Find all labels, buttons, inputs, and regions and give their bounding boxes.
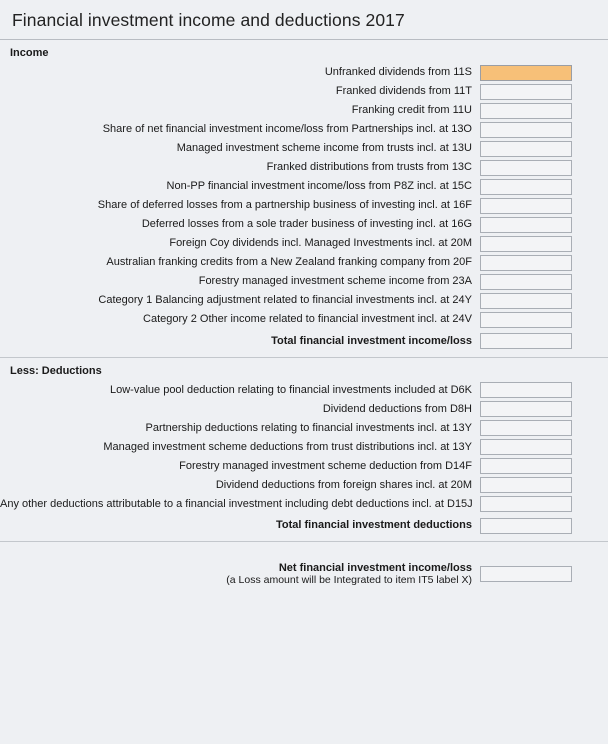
form-row [0, 215, 608, 234]
net-sublabel: (a Loss amount will be Integrated to item IT5 label X) [226, 573, 472, 586]
field-label: Franking credit from 11U [351, 104, 472, 116]
form-row [0, 253, 608, 272]
form-row [0, 120, 608, 139]
partnership-share-13o-input[interactable] [480, 122, 572, 138]
field-label: Category 1 Balancing adjustment related to financial investments incl. at 24Y [98, 294, 472, 306]
net-section [0, 542, 608, 587]
form-row [0, 177, 608, 196]
field-label: Share of deferred losses from a partnership business of investing incl. at 16F [97, 199, 472, 211]
field-label: Partnership deductions relating to financial investments incl. at 13Y [145, 421, 472, 434]
unfranked-dividends-11s-input[interactable] [480, 65, 572, 81]
page-title: Financial investment income and deductions 2017 [12, 10, 405, 30]
deductions-section [0, 358, 608, 543]
deductions-total-row [0, 514, 608, 536]
category2-other-income-24v-input[interactable] [480, 312, 572, 328]
field-label: Australian franking credits from a New Zealand franking company from 20F [106, 256, 472, 268]
form-row [0, 495, 608, 514]
forestry-scheme-income-23a-input[interactable] [480, 274, 572, 290]
managed-investment-trusts-13u-input[interactable] [480, 141, 572, 157]
field-label: Franked dividends from 11T [335, 85, 472, 97]
franked-dividends-11t-input[interactable] [480, 84, 572, 100]
net-financial-investment-input[interactable] [480, 566, 572, 582]
form-row [0, 310, 608, 329]
partnership-deductions-13y-input[interactable] [480, 420, 572, 436]
other-deductions-d15j-input[interactable] [480, 496, 572, 512]
form-row [0, 438, 608, 457]
deferred-losses-sole-trader-16g-input[interactable] [480, 217, 572, 233]
dividend-deductions-d8h-input[interactable] [480, 401, 572, 417]
form-row [0, 381, 608, 400]
field-label: Dividend deductions from foreign shares incl. at 20M [215, 478, 472, 491]
field-label: Franked distributions from trusts from 13C [266, 161, 472, 173]
form-row [0, 457, 608, 476]
field-label: Low-value pool deduction relating to financial investments included at D6K [110, 383, 472, 396]
field-label: Any other deductions attributable to a financial investment including debt deductions incl. at D15J [0, 497, 473, 510]
form-row [0, 272, 608, 291]
form-row [0, 82, 608, 101]
field-label: Managed investment scheme income from trusts incl. at 13U [176, 142, 472, 154]
net-row [0, 560, 608, 587]
field-label: Unfranked dividends from 11S [324, 66, 472, 78]
nz-franking-credits-20f-input[interactable] [480, 255, 572, 271]
franked-distributions-13c-input[interactable] [480, 160, 572, 176]
non-pp-income-15c-input[interactable] [480, 179, 572, 195]
field-label: Forestry managed investment scheme income from 23A [198, 275, 472, 287]
foreign-shares-dividend-deductions-20m-input[interactable] [480, 477, 572, 493]
form-row [0, 158, 608, 177]
field-label: Forestry managed investment scheme deduction from D14F [179, 459, 472, 472]
field-label: Share of net financial investment income/loss from Partnerships incl. at 13O [102, 123, 472, 135]
form-row [0, 476, 608, 495]
managed-scheme-deductions-13y-input[interactable] [480, 439, 572, 455]
form-row [0, 291, 608, 310]
low-value-pool-d6k-input[interactable] [480, 382, 572, 398]
net-label-block [0, 562, 480, 586]
field-label: Non-PP financial investment income/loss from P8Z incl. at 15C [166, 180, 472, 192]
title-bar [0, 0, 608, 40]
form-row [0, 101, 608, 120]
forestry-scheme-deduction-d14f-input[interactable] [480, 458, 572, 474]
franking-credit-11u-input[interactable] [480, 103, 572, 119]
form-row [0, 63, 608, 82]
field-label: Dividend deductions from D8H [322, 402, 472, 415]
deductions-heading: Less: Deductions [10, 364, 102, 377]
form-row [0, 196, 608, 215]
net-label: Net financial investment income/loss [278, 561, 472, 574]
form-row [0, 400, 608, 419]
foreign-coy-dividends-20m-input[interactable] [480, 236, 572, 252]
income-section [0, 40, 608, 358]
deductions-total-label: Total financial investment deductions [276, 519, 472, 531]
field-label: Foreign Coy dividends incl. Managed Investments incl. at 20M [169, 237, 472, 249]
deferred-losses-partnership-16f-input[interactable] [480, 198, 572, 214]
form-row [0, 419, 608, 438]
field-label: Category 2 Other income related to financial investment incl. at 24V [143, 313, 472, 325]
income-total-input[interactable] [480, 333, 572, 349]
income-total-label: Total financial investment income/loss [271, 334, 472, 347]
category1-balancing-24y-input[interactable] [480, 293, 572, 309]
income-total-row [0, 329, 608, 351]
income-heading: Income [10, 47, 49, 59]
deductions-total-input[interactable] [480, 518, 572, 534]
field-label: Deferred losses from a sole trader business of investing incl. at 16G [141, 218, 472, 230]
form-row [0, 234, 608, 253]
field-label: Managed investment scheme deductions from trust distributions incl. at 13Y [103, 440, 472, 453]
form-row [0, 139, 608, 158]
